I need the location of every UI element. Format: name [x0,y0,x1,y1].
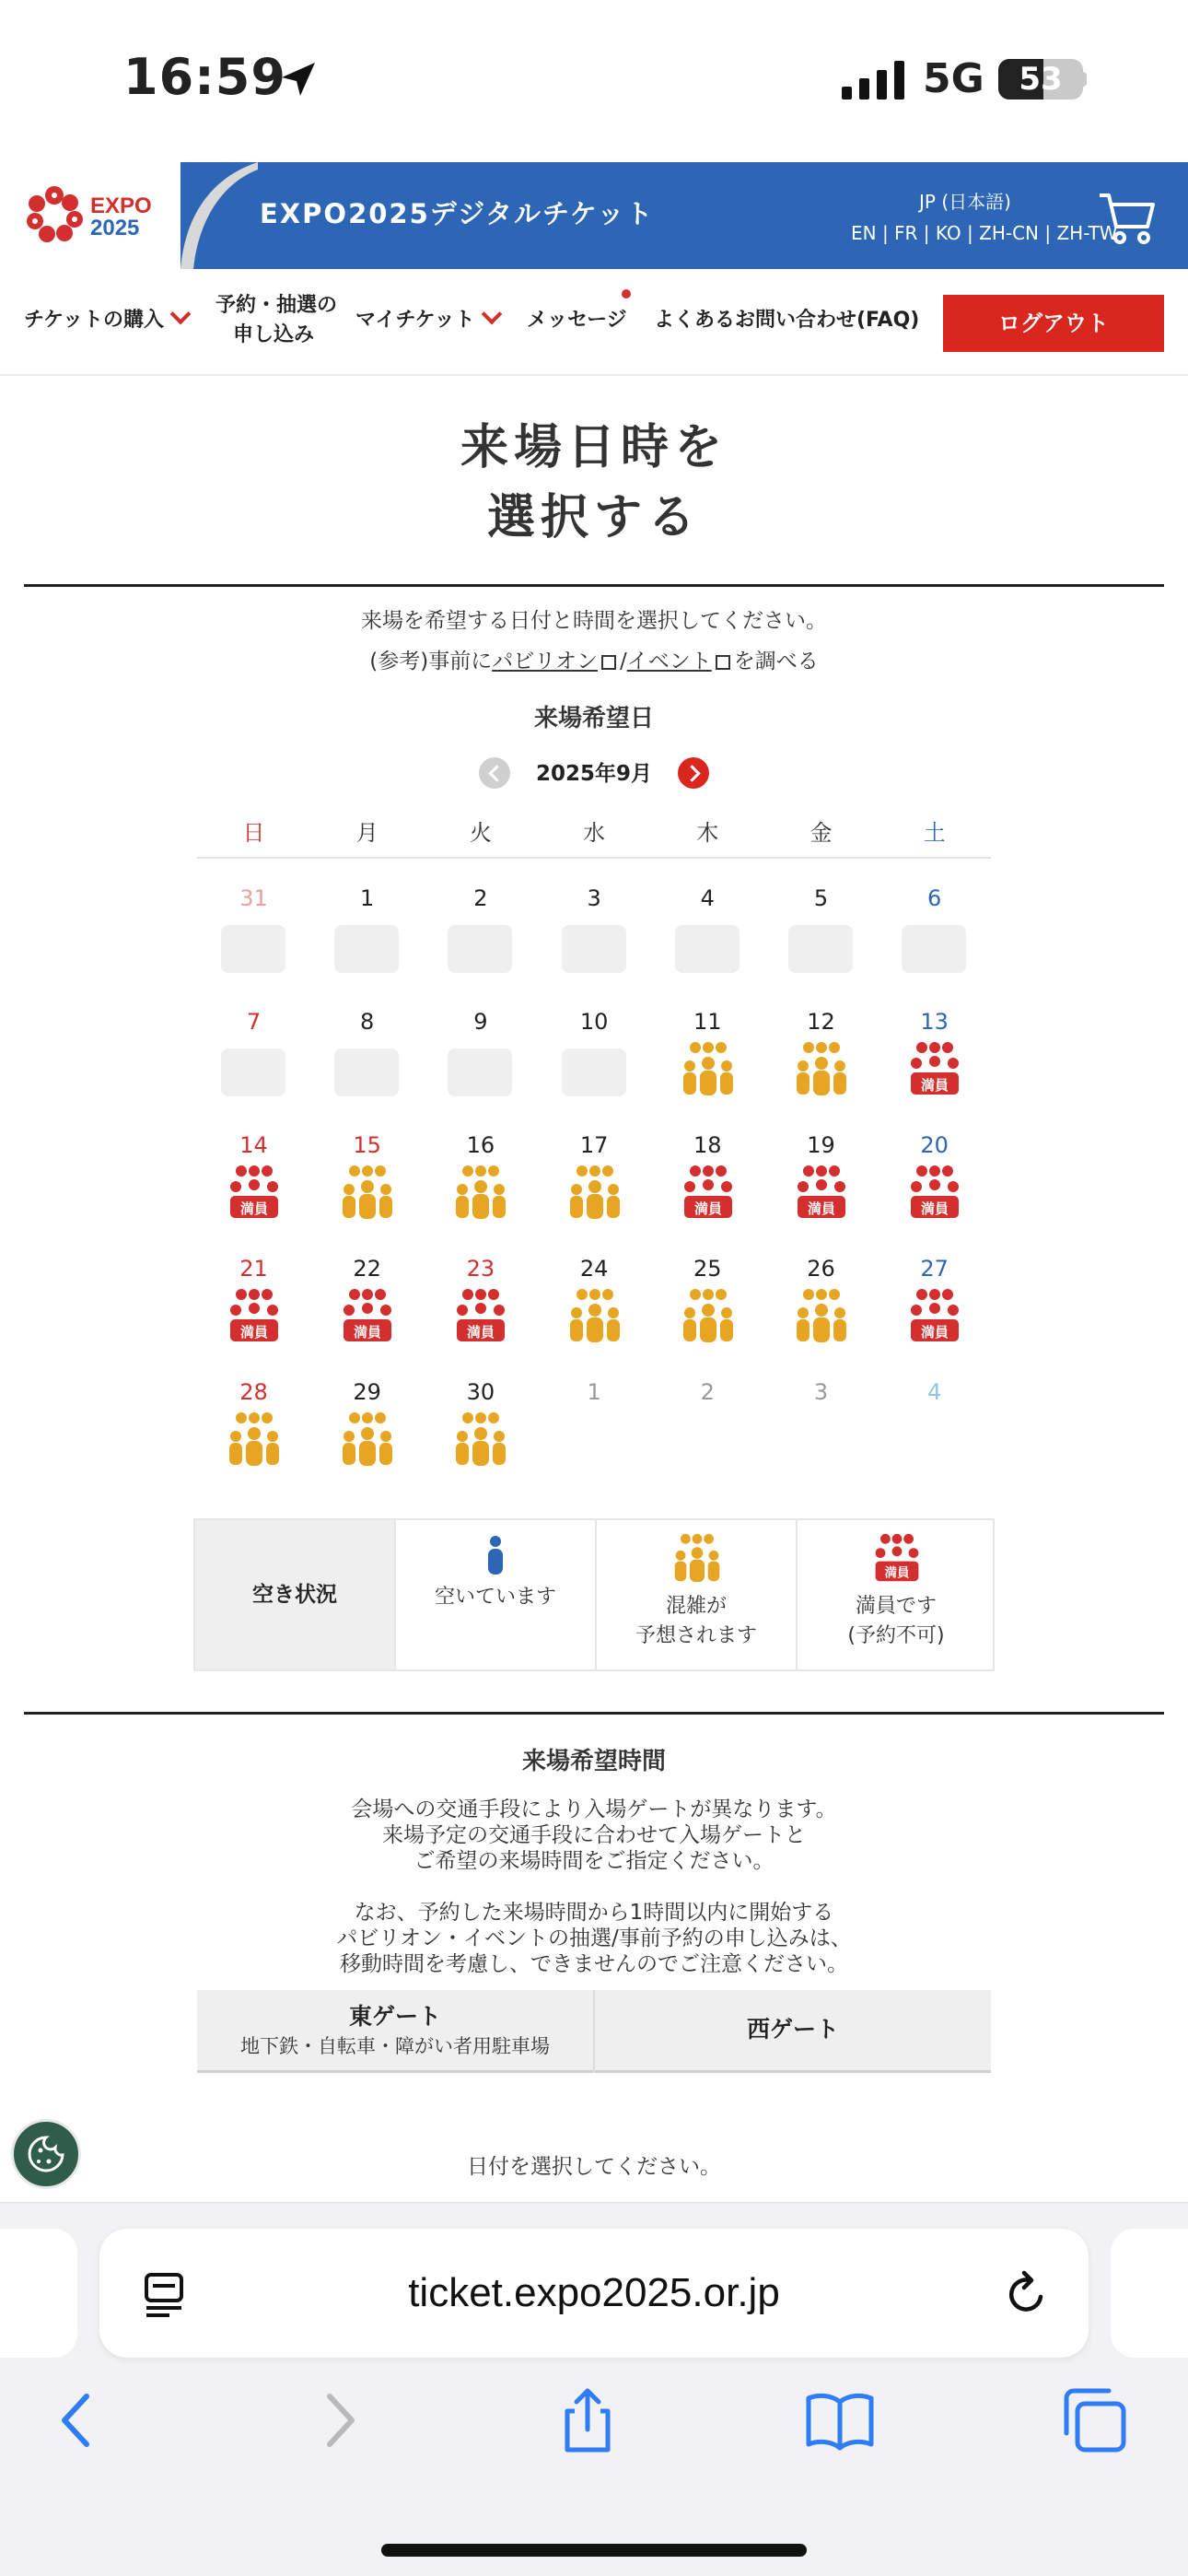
site-header [0,162,1188,269]
day-number: 7 [246,1009,262,1035]
day-number: 30 [466,1379,495,1405]
page-title [0,413,1188,553]
crowd-crowded-icon [682,1041,734,1096]
day-number: 18 [693,1132,722,1158]
location-arrow-icon [276,57,320,101]
url-text: ticket.expo2025.or.jp [408,2270,780,2315]
next-tab-preview[interactable] [1111,2229,1188,2358]
crowd-full-icon [228,1165,280,1220]
weekday-label: 月 [355,820,379,846]
weekday-label: 水 [583,820,606,846]
gate-note-line: 移動時間を考慮し、できませんのでご注意ください。 [340,1952,848,1976]
calendar-day[interactable] [651,982,764,1106]
battery-cap [1079,72,1087,87]
battery-icon [998,59,1083,100]
calendar-day [310,859,424,982]
availability-placeholder [902,925,966,973]
availability-placeholder [334,1048,399,1096]
logout-button[interactable]: ログアウト [943,295,1164,352]
gate-notes [0,1797,1188,1977]
full-badge-text: 満員 [884,1565,910,1581]
status-bar [0,0,1188,162]
availability-legend [193,1518,995,1671]
gate-note-line: 会場への交通手段により入場ゲートが異なります。 [351,1797,837,1821]
header-swoosh [175,162,258,269]
crowd-crowded-icon [796,1288,847,1343]
visit-date-label: 来場希望日 [533,705,654,732]
reference-prefix: (参考)事前に [369,650,493,673]
crowd-crowded-icon [228,1411,280,1467]
east-gate-title: 東ゲート [348,2003,441,2030]
external-link-icon [716,655,730,670]
full-badge-text: 満員 [354,1324,382,1341]
crowd-full-icon [796,1165,847,1220]
status-time: 16:59 [123,48,286,106]
availability-placeholder [788,925,853,973]
tab-east-gate[interactable] [197,1990,593,2073]
crowd-crowded-icon [682,1288,734,1343]
network-type: 5G [923,55,984,102]
event-link[interactable]: イベント [626,650,712,673]
language-current[interactable]: JP (日本語) [919,191,1011,213]
day-number: 10 [579,1009,609,1035]
full-badge-text: 満員 [693,1200,722,1217]
reference-separator: / [619,650,627,673]
day-number: 15 [353,1132,381,1158]
crowd-crowded-icon [671,1533,723,1583]
gate-note-line: 来場予定の交通手段に合わせて入場ゲートと [382,1823,806,1847]
calendar-day[interactable] [878,1229,991,1352]
day-number: 28 [239,1379,268,1405]
page-title-line2: 選択する [486,490,701,545]
pavilion-link[interactable]: パビリオン [492,650,598,673]
crowd-crowded-icon [342,1165,393,1220]
full-badge-text: 満員 [921,1324,949,1341]
day-number: 6 [927,885,942,911]
full-badge-text: 満員 [467,1324,495,1341]
legend-available [394,1520,595,1669]
back-icon[interactable] [42,2383,116,2457]
nav-reservation-line2: 申し込み [232,323,314,346]
bookmarks-icon[interactable] [803,2383,877,2457]
person-available-icon [484,1535,507,1575]
calendar-day[interactable] [424,1229,537,1352]
day-number: 22 [353,1256,381,1282]
calendar-week [197,982,991,1106]
gate-note-line [0,1874,1188,1900]
day-number: 2 [700,1379,715,1405]
day-number: 9 [473,1009,488,1035]
day-number: 2 [473,885,488,911]
calendar-day [764,859,878,982]
forward-icon[interactable] [300,2383,374,2457]
day-number: 14 [239,1132,268,1158]
expo-logo[interactable] [24,182,162,249]
calendar-day [538,1352,651,1476]
calendar-day [424,982,537,1106]
legend-crowded-text-1: 混雑が [665,1595,727,1618]
calendar-day [878,859,991,982]
section-divider [24,1712,1164,1715]
crowd-full-icon [228,1288,280,1343]
home-indicator [381,2544,807,2557]
cellular-signal-icon [842,61,906,100]
calendar-day [764,1352,878,1476]
crowd-crowded-icon [569,1165,621,1220]
calendar-day[interactable] [310,1352,424,1476]
day-number: 4 [927,1379,942,1405]
calendar-day [310,982,424,1106]
full-badge-text: 満員 [807,1200,836,1217]
calendar-day [651,1352,764,1476]
crowd-full-icon [909,1288,961,1343]
west-gate-title: 西ゲート [746,2016,839,2043]
chevron-down-icon [481,304,502,325]
month-navigator [0,754,1188,794]
weekday-label: 金 [809,820,833,846]
language-options[interactable]: EN | FR | KO | ZH-CN | ZH-TW [851,222,1118,244]
day-number: 3 [587,885,601,911]
day-number: 8 [360,1009,375,1035]
legend-full-text-2: (予約不可) [847,1624,945,1647]
day-number: 4 [700,885,715,911]
crowd-crowded-icon [455,1411,507,1467]
calendar-day[interactable] [878,1106,991,1229]
availability-placeholder [448,925,512,973]
day-number: 31 [239,885,268,911]
share-icon[interactable] [551,2383,624,2457]
visit-time-label: 来場希望時間 [521,1748,666,1775]
gate-tabs [197,1990,991,2073]
full-badge-text: 満員 [239,1200,269,1217]
calendar-day [538,982,651,1106]
day-number: 29 [353,1379,381,1405]
nav-buy-tickets[interactable] [24,306,188,335]
nav-messages[interactable]: メッセージ [527,309,627,332]
day-number: 17 [579,1132,609,1158]
calendar-day[interactable] [197,1106,310,1229]
previous-tab-preview[interactable] [0,2229,77,2358]
crowd-full-icon [342,1288,393,1343]
page-title-line1: 来場日時を [460,420,728,475]
calendar-week [197,1229,991,1352]
day-number: 12 [807,1009,835,1035]
calendar-week [197,1352,991,1476]
crowd-crowded-icon [569,1288,621,1343]
myaku-logo-icon [24,184,85,245]
browser-toolbar [0,2202,1188,2576]
day-number: 23 [466,1256,495,1282]
calendar-day [424,859,537,982]
crowd-crowded-icon [796,1041,847,1096]
weekday-label: 木 [696,820,719,846]
calendar-day[interactable] [197,1352,310,1476]
crowd-crowded-icon [455,1165,507,1220]
day-number: 3 [813,1379,829,1405]
calendar-day[interactable] [651,1106,764,1229]
message-notification-dot [622,289,631,299]
availability-placeholder [221,925,285,973]
calendar-day[interactable] [764,982,878,1106]
calendar-day [538,859,651,982]
main-nav [0,269,1188,376]
weekday-label: 土 [923,820,946,846]
day-number: 21 [239,1256,268,1282]
gate-note-line: パビリオン・イベントの抽選/事前予約の申し込みは、 [336,1926,852,1950]
crowd-full-icon [682,1165,734,1220]
reload-icon[interactable] [1002,2269,1052,2319]
calendar-day[interactable] [424,1106,537,1229]
gate-note-line: なお、予約した来場時間から1時間以内に開始する [354,1901,834,1925]
next-month-button[interactable] [678,757,709,789]
tab-west-gate[interactable] [595,1990,991,2073]
reference-links [0,645,1188,678]
crowd-crowded-icon [342,1411,393,1467]
logo-text-year: 2025 [90,216,140,240]
legend-full-text-1: 満員です [855,1595,937,1618]
battery-percent: 53 [1019,61,1063,98]
calendar-week [197,1106,991,1229]
full-badge-text: 満員 [921,1077,949,1094]
weekday-header [197,811,991,859]
select-date-message: 日付を選択してください。 [467,2155,721,2179]
legend-crowded [595,1520,796,1669]
day-number: 24 [579,1256,609,1282]
nav-reservation-line1: 予約・抽選の [215,294,338,317]
nav-faq[interactable]: よくあるお問い合わせ(FAQ) [654,309,920,332]
calendar-day[interactable] [424,1352,537,1476]
calendar-day[interactable] [538,1229,651,1352]
day-number: 13 [920,1009,949,1035]
day-number: 1 [587,1379,601,1405]
nav-my-tickets-label: マイチケット [355,309,475,332]
reference-suffix: を調べる [733,650,819,673]
cart-icon[interactable] [1098,190,1157,245]
header-title: EXPO2025デジタルチケット [260,198,655,229]
day-number: 25 [693,1256,722,1282]
calendar-day[interactable] [310,1106,424,1229]
availability-placeholder [334,925,399,973]
legend-crowded-text-2: 予想されます [635,1624,757,1647]
east-gate-subtitle: 地下鉄・自転車・障がい者用駐車場 [240,2035,550,2057]
instruction-text: 来場を希望する日付と時間を選択してください。 [361,609,827,633]
day-number: 1 [360,885,375,911]
address-bar[interactable] [99,2229,1089,2358]
availability-placeholder [562,1048,626,1096]
legend-heading: 空き状況 [195,1520,394,1669]
availability-placeholder [675,925,740,973]
calendar-day [197,982,310,1106]
previous-month-button[interactable] [479,757,510,789]
logo-text-expo: EXPO [90,193,152,218]
day-number: 11 [693,1009,722,1035]
weekday-label: 日 [242,820,265,846]
weekday-label: 火 [469,820,492,846]
calendar-grid [197,811,991,1476]
calendar-day [197,859,310,982]
day-number: 16 [466,1132,495,1158]
calendar-day[interactable] [197,1229,310,1352]
day-number: 5 [813,885,829,911]
crowd-full-icon [909,1165,961,1220]
full-badge-text: 満員 [239,1324,269,1341]
calendar-day [878,1352,991,1476]
legend-full [796,1520,995,1669]
external-link-icon [601,655,616,670]
crowd-full-icon [455,1288,507,1343]
calendar-day[interactable] [538,1106,651,1229]
section-divider [24,584,1164,587]
calendar-day[interactable] [310,1229,424,1352]
calendar-day [651,859,764,982]
availability-placeholder [562,925,626,973]
month-label: 2025年9月 [535,762,653,786]
day-number: 26 [807,1256,835,1282]
day-number: 20 [920,1132,949,1158]
nav-my-tickets[interactable] [355,306,499,335]
calendar-week [197,859,991,982]
availability-placeholder [448,1048,512,1096]
day-number: 19 [807,1132,835,1158]
nav-buy-tickets-label: チケットの購入 [24,309,165,332]
day-number: 27 [920,1256,949,1282]
availability-placeholder [221,1048,285,1096]
calendar-day[interactable] [651,1229,764,1352]
nav-reservation[interactable] [215,291,338,350]
calendar-day[interactable] [764,1106,878,1229]
legend-available-text: 空いています [434,1586,556,1609]
chevron-down-icon [170,304,192,325]
calendar-day[interactable] [878,982,991,1106]
tabs-icon[interactable] [1057,2383,1131,2457]
full-badge-text: 満員 [921,1200,949,1217]
calendar-day[interactable] [764,1229,878,1352]
gate-note-line: ご希望の来場時間をご指定ください。 [413,1849,775,1873]
crowd-full-icon [909,1041,961,1096]
crowd-full-icon [871,1533,923,1583]
